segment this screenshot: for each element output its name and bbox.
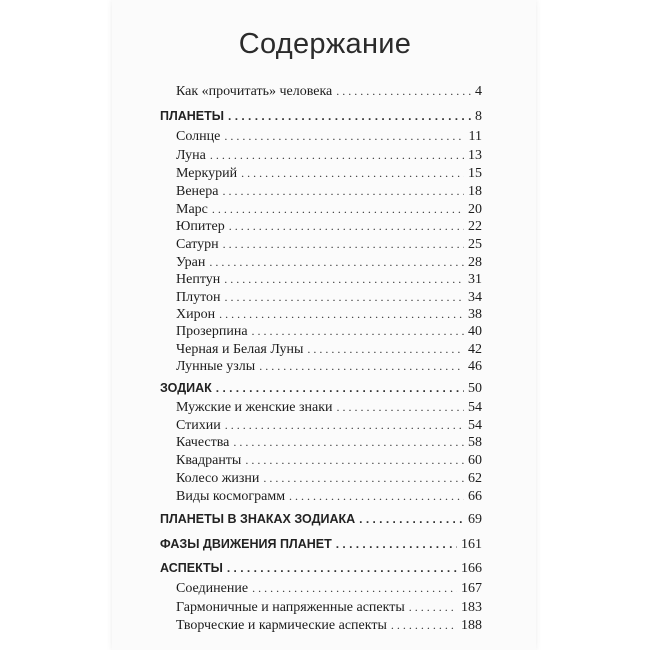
dot-leader <box>336 537 457 551</box>
toc-page-number: 166 <box>461 561 482 576</box>
toc-entry <box>176 272 482 289</box>
toc-page-number: 58 <box>468 435 482 450</box>
toc-entry-title: Юпитер <box>176 219 225 234</box>
toc-entry <box>176 148 482 165</box>
toc-entry-title: ПЛАНЕТЫ В ЗНАКАХ ЗОДИАКА <box>160 512 356 526</box>
toc-entry-title: Творческие и кармические аспекты <box>176 618 387 633</box>
dot-leader <box>212 202 464 217</box>
dot-leader <box>241 166 464 181</box>
toc-entry <box>176 453 482 470</box>
toc-page-number: 22 <box>468 219 482 234</box>
toc-entry-title: Нептун <box>176 272 221 287</box>
toc-page-number: 20 <box>468 202 482 217</box>
toc-entry-title: Мужские и женские знаки <box>176 400 333 415</box>
toc-entry <box>176 435 482 452</box>
toc-entry-title: Сатурн <box>176 237 219 252</box>
toc-entry <box>176 581 482 598</box>
toc-page-number: 18 <box>468 184 482 199</box>
toc-entry <box>176 255 482 272</box>
toc-page-number: 167 <box>461 581 482 596</box>
dot-leader <box>252 324 464 339</box>
dot-leader <box>409 600 457 615</box>
dot-leader <box>222 184 464 199</box>
toc-entry-title: Прозерпина <box>176 324 248 339</box>
toc-page-number: 54 <box>468 400 482 415</box>
dot-leader <box>224 129 464 144</box>
toc-entry <box>176 184 482 201</box>
toc-entry-title: АСПЕКТЫ <box>160 561 223 575</box>
page-title: Содержание <box>238 28 412 60</box>
toc-entry-title: Марс <box>176 202 208 217</box>
toc-page-number: 13 <box>468 148 482 163</box>
toc-page-number: 62 <box>468 471 482 486</box>
toc-entry <box>176 489 482 506</box>
toc-section-entry <box>160 381 482 398</box>
toc-page-number: 188 <box>461 618 482 633</box>
toc-page-number: 40 <box>468 324 482 339</box>
toc-entry <box>176 290 482 307</box>
dot-leader <box>336 84 471 99</box>
toc-page-number: 50 <box>468 381 482 396</box>
toc-page-number: 4 <box>475 84 482 99</box>
toc-entry-title: Гармоничные и напряженные аспекты <box>176 600 405 615</box>
toc-entry-title: Стихии <box>176 418 221 433</box>
toc-page-number: 46 <box>468 359 482 374</box>
toc-entry-title: Луна <box>176 148 206 163</box>
toc-page-number: 69 <box>468 512 482 527</box>
toc-entry <box>176 166 482 183</box>
dot-leader <box>224 272 464 287</box>
toc-page-number: 11 <box>468 129 482 144</box>
toc-entry <box>176 600 482 617</box>
toc-entry <box>176 418 482 435</box>
dot-leader <box>307 342 464 357</box>
dot-leader <box>252 581 457 596</box>
toc-entry <box>176 307 482 324</box>
toc-entry-title: Колесо жизни <box>176 471 260 486</box>
dot-leader <box>289 489 464 504</box>
toc-entry-title: ЗОДИАК <box>160 381 212 395</box>
toc-section-entry <box>160 537 482 554</box>
toc-entry <box>176 400 482 417</box>
toc-section-entry <box>160 109 482 126</box>
dot-leader <box>359 512 464 526</box>
toc-entry <box>176 237 482 254</box>
toc-entry <box>176 84 482 101</box>
dot-leader <box>227 561 457 575</box>
toc-entry-title: Уран <box>176 255 206 270</box>
toc-page-number: 66 <box>468 489 482 504</box>
dot-leader <box>233 435 464 450</box>
toc-page-number: 38 <box>468 307 482 322</box>
toc-page-number: 183 <box>461 600 482 615</box>
toc-entry-title: ФАЗЫ ДВИЖЕНИЯ ПЛАНЕТ <box>160 537 332 551</box>
toc-entry-title: Квадранты <box>176 453 242 468</box>
toc-entry-title: Лунные узлы <box>176 359 256 374</box>
dot-leader <box>219 307 464 322</box>
dot-leader <box>223 237 464 252</box>
toc-page-number: 34 <box>468 290 482 305</box>
toc-page-number: 28 <box>468 255 482 270</box>
toc-page-number: 60 <box>468 453 482 468</box>
toc-entry <box>176 324 482 341</box>
dot-leader <box>225 290 464 305</box>
toc-page-number: 15 <box>468 166 482 181</box>
toc-entry-title: Венера <box>176 184 219 199</box>
dot-leader <box>263 471 464 486</box>
toc-entry <box>176 618 482 635</box>
dot-leader <box>228 109 471 123</box>
toc-page-number: 161 <box>461 537 482 552</box>
toc-entry-title: Хирон <box>176 307 216 322</box>
toc-page-number: 54 <box>468 418 482 433</box>
toc-entry-title: Как «прочитать» человека <box>176 84 333 99</box>
toc-entry <box>176 471 482 488</box>
toc-entry <box>176 219 482 236</box>
toc-entry-title: Солнце <box>176 129 221 144</box>
toc-entry-title: Черная и Белая Луны <box>176 342 304 357</box>
dot-leader <box>209 255 464 270</box>
toc-entry <box>176 129 482 146</box>
toc-entry-title: Соединение <box>176 581 249 596</box>
toc-entry-title: Плутон <box>176 290 221 305</box>
dot-leader <box>225 418 464 433</box>
toc-page-number: 42 <box>468 342 482 357</box>
toc-page-number: 31 <box>468 272 482 287</box>
dot-leader <box>259 359 464 374</box>
dot-leader <box>337 400 465 415</box>
toc-entry-title: ПЛАНЕТЫ <box>160 109 225 123</box>
toc-entry <box>176 342 482 359</box>
dot-leader <box>229 219 464 234</box>
dot-leader <box>391 618 457 633</box>
toc-entry-title: Виды космограмм <box>176 489 286 504</box>
toc-entry-title: Качества <box>176 435 230 450</box>
toc-page-number: 8 <box>475 109 482 124</box>
dot-leader <box>210 148 464 163</box>
dot-leader <box>245 453 464 468</box>
toc-section-entry <box>160 512 482 529</box>
toc-section-entry <box>160 561 482 578</box>
toc-page-number: 25 <box>468 237 482 252</box>
toc-entry <box>176 359 482 376</box>
dot-leader <box>216 381 464 395</box>
toc-entry-title: Меркурий <box>176 166 238 181</box>
toc-entry <box>176 202 482 219</box>
